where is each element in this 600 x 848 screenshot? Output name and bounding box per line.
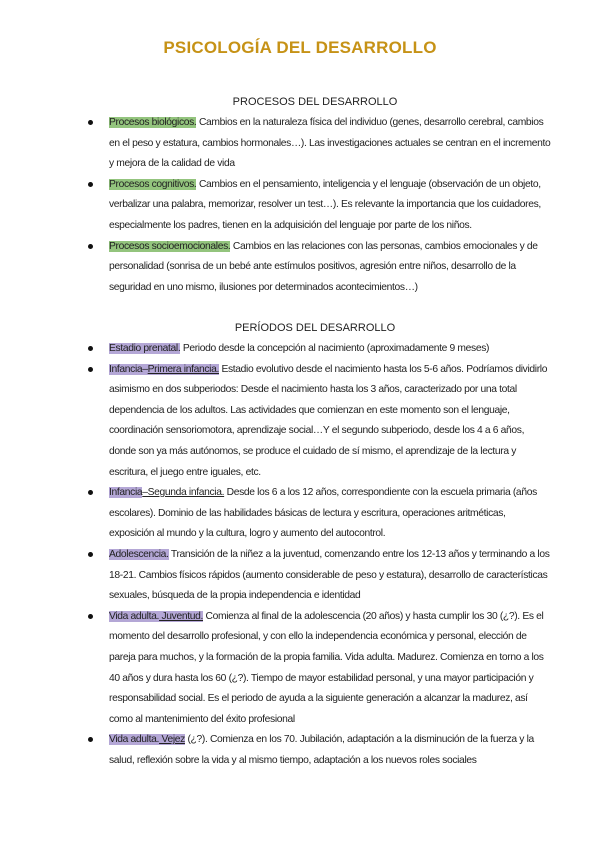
- bullet-icon: [88, 552, 93, 557]
- term-highlight: [109, 611, 203, 622]
- term-label: Infancia–: [109, 363, 148, 375]
- list-item: [0, 545, 552, 607]
- list-item: [0, 339, 552, 360]
- bullet-icon: [88, 244, 93, 249]
- list-item: [0, 113, 552, 175]
- bullet-icon: [88, 182, 93, 187]
- item-text: Cambios en la naturaleza física del individuo (genes, desarrollo cerebral, cambios en el peso y estatura, cambios hormonales…). Las investigaciones actuales se centran en el incremento y mejora de la calidad de vida: [109, 117, 551, 170]
- item-text: (¿?). Comienza en los 70. Jubilación, adaptación a la disminución de la fuerza y la salud, reflexión sobre la vida y al mismo tiempo, adaptación a los nuevos roles sociales: [109, 734, 534, 766]
- item-text: Cambios en las relaciones con las personas, cambios emocionales y de personalidad (sonrisa de un bebé ante estímulos positivos, agresión entre niños, desarrollo de la seguridad en uno mismo, ilusiones por determinados acontecimientos…): [109, 240, 538, 293]
- term-highlight: [109, 734, 185, 745]
- item-text: Desde los 6 a los 12 años, correspondiente con la escuela primaria (años escolares). Dominio de las habilidades básicas de lectura y escritura, operaciones aritméticas, exposición al mundo y la cultura, logro y aumento del autocontrol.: [109, 487, 537, 540]
- item-text: Cambios en el pensamiento, inteligencia y el lenguaje (observación de un objeto, verbalizar una palabra, memorizar, resolver un test…). Es relevante la importancia que los cuidadores, especialmente los padres, tienen en la adquisición del lenguaje por parte de los niños.: [109, 178, 541, 231]
- item-text: Transición de la niñez a la juventud, comenzando entre los 12-13 años y terminando a los 18-21. Cambios físicos rápidos (aumento considerable de peso y estatura), desarrollo de características sexuales, búsqueda de la propia independencia e identidad: [109, 548, 550, 602]
- bullet-icon: [88, 614, 93, 619]
- term-highlight: [109, 364, 219, 375]
- item-text: Periodo desde la concepción al nacimiento (aproximadamente 9 meses): [180, 343, 490, 354]
- document-title: PSICOLOGÍA DEL DESARROLLO: [163, 38, 437, 57]
- term-label: Vida adulta.: [109, 734, 159, 746]
- term-highlight: Procesos socioemocionales.: [109, 240, 231, 252]
- term-highlight: Procesos biológicos.: [109, 117, 197, 128]
- bullet-icon: [88, 346, 93, 351]
- bullet-icon: [88, 367, 93, 372]
- procesos-heading: PROCESOS DEL DESARROLLO: [232, 96, 398, 108]
- subterm-label: Juventud.: [159, 610, 204, 622]
- list-item: [0, 175, 552, 237]
- term-highlight: Adolescencia.: [109, 548, 169, 560]
- term-highlight: Estadio prenatal.: [109, 343, 181, 354]
- list-item: [0, 237, 552, 299]
- term-highlight: Procesos cognitivos.: [109, 178, 197, 190]
- bullet-icon: [88, 490, 93, 495]
- item-text: Estadio evolutivo desde el nacimiento hasta los 5-6 años. Podríamos dividirlo asimismo en dos subperiodos: Desde el nacimiento hasta los 3 años, caracterizado por una total dependencia de los adultos. Las actividades que comienzan en este momento son el lenguaje, coordinación sensoriomotora, aprendizaje social…Y el segundo subperiodo, desde los 4 a 6 años, donde son ya más autónomos, se produce el cuidado de sí mismo, el aprendizaje de la lectura y escritura, el juego entre iguales, etc.: [109, 363, 548, 478]
- bullet-icon: [88, 120, 93, 125]
- periodos-list: [0, 339, 552, 771]
- procesos-list: [0, 113, 552, 298]
- term-label: Vida adulta.: [109, 610, 159, 622]
- subterm-label: –Segunda infancia.: [142, 487, 225, 499]
- list-item: [0, 360, 552, 484]
- subterm-label: Vejez: [159, 734, 185, 746]
- list-item: [0, 730, 552, 771]
- list-item: [0, 483, 552, 545]
- bullet-icon: [88, 737, 93, 742]
- periodos-heading: PERÍODOS DEL DESARROLLO: [234, 322, 396, 334]
- subterm-label: Primera infancia.: [147, 363, 219, 375]
- list-item: [0, 607, 552, 731]
- item-text: Comienza al final de la adolescencia (20 años) y hasta cumplir los 30 (¿?). Es el momento del desarrollo profesional, y con ello la independencia económica y personal, elección de pareja para muchos, y la formación de la propia familia. Vida adulta. Madurez. Comienza en torno a los 40 años y dura hasta los 60 (¿?). Tiempo de mayor estabilidad personal, y una mayor participación y responsabilidad social. Es el periodo de ayuda a la siguiente generación a alcanzar la madurez, así como al mantenimiento del éxito profesional: [109, 610, 544, 725]
- term-highlight: Infancia: [109, 487, 143, 499]
